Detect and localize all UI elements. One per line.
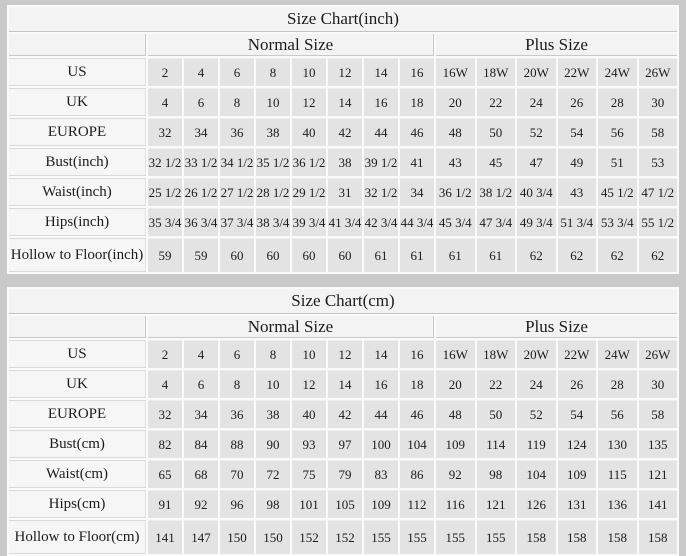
size-value-cell: 12 bbox=[292, 370, 326, 398]
table-title-row bbox=[9, 7, 677, 32]
size-value-cell: 12 bbox=[328, 340, 362, 368]
row-label: Waist(cm) bbox=[9, 460, 146, 488]
size-value-cell: 36 bbox=[220, 400, 254, 428]
size-value-cell: 44 bbox=[364, 400, 398, 428]
size-value-cell: 114 bbox=[477, 430, 516, 458]
size-value-cell: 16 bbox=[400, 340, 434, 368]
table-row bbox=[9, 58, 677, 86]
size-value-cell: 20 bbox=[436, 370, 475, 398]
size-value-cell: 59 bbox=[148, 238, 182, 272]
size-value-cell: 6 bbox=[184, 370, 218, 398]
size-value-cell: 158 bbox=[639, 520, 678, 554]
size-value-cell: 45 bbox=[477, 148, 516, 176]
size-value-cell: 10 bbox=[256, 370, 290, 398]
size-value-cell: 20 bbox=[436, 88, 475, 116]
size-value-cell: 41 bbox=[400, 148, 434, 176]
size-value-cell: 16W bbox=[436, 340, 475, 368]
table-row bbox=[9, 430, 677, 458]
size-value-cell: 62 bbox=[517, 238, 556, 272]
table-row bbox=[9, 340, 677, 368]
size-value-cell: 8 bbox=[220, 370, 254, 398]
size-value-cell: 10 bbox=[292, 340, 326, 368]
size-value-cell: 47 1/2 bbox=[639, 178, 678, 206]
size-value-cell: 35 3/4 bbox=[148, 208, 182, 236]
size-value-cell: 61 bbox=[364, 238, 398, 272]
size-value-cell: 60 bbox=[328, 238, 362, 272]
size-value-cell: 32 1/2 bbox=[364, 178, 398, 206]
size-value-cell: 100 bbox=[364, 430, 398, 458]
size-value-cell: 62 bbox=[639, 238, 678, 272]
size-value-cell: 22 bbox=[477, 370, 516, 398]
size-value-cell: 70 bbox=[220, 460, 254, 488]
size-value-cell: 18W bbox=[477, 58, 516, 86]
size-value-cell: 42 bbox=[328, 118, 362, 146]
size-value-cell: 4 bbox=[148, 88, 182, 116]
row-label: US bbox=[9, 340, 146, 368]
size-value-cell: 92 bbox=[436, 460, 475, 488]
size-value-cell: 24W bbox=[598, 340, 637, 368]
size-value-cell: 26 bbox=[558, 88, 597, 116]
size-chart-inch-table bbox=[7, 5, 679, 274]
size-value-cell: 109 bbox=[364, 490, 398, 518]
size-value-cell: 97 bbox=[328, 430, 362, 458]
row-label: US bbox=[9, 58, 146, 86]
size-value-cell: 119 bbox=[517, 430, 556, 458]
size-value-cell: 30 bbox=[639, 88, 678, 116]
size-value-cell: 34 1/2 bbox=[220, 148, 254, 176]
size-chart-cm-table bbox=[7, 287, 679, 556]
size-value-cell: 12 bbox=[292, 88, 326, 116]
table-title: Size Chart(cm) bbox=[9, 289, 677, 314]
size-value-cell: 22 bbox=[477, 88, 516, 116]
size-value-cell: 50 bbox=[477, 400, 516, 428]
size-value-cell: 40 bbox=[292, 400, 326, 428]
size-value-cell: 136 bbox=[598, 490, 637, 518]
table-row bbox=[9, 490, 677, 518]
size-value-cell: 4 bbox=[184, 58, 218, 86]
size-value-cell: 42 3/4 bbox=[364, 208, 398, 236]
size-value-cell: 141 bbox=[148, 520, 182, 554]
row-label: Bust(cm) bbox=[9, 430, 146, 458]
size-value-cell: 20W bbox=[517, 340, 556, 368]
size-value-cell: 150 bbox=[256, 520, 290, 554]
row-label: EUROPE bbox=[9, 400, 146, 428]
size-value-cell: 58 bbox=[639, 400, 678, 428]
size-value-cell: 35 1/2 bbox=[256, 148, 290, 176]
row-label: EUROPE bbox=[9, 118, 146, 146]
size-value-cell: 26W bbox=[639, 58, 678, 86]
row-label: Hips(cm) bbox=[9, 490, 146, 518]
size-value-cell: 34 bbox=[400, 178, 434, 206]
size-value-cell: 36 bbox=[220, 118, 254, 146]
row-label: UK bbox=[9, 88, 146, 116]
group-header-row bbox=[9, 34, 677, 56]
size-value-cell: 43 bbox=[558, 178, 597, 206]
size-value-cell: 51 3/4 bbox=[558, 208, 597, 236]
size-value-cell: 98 bbox=[256, 490, 290, 518]
size-value-cell: 8 bbox=[256, 58, 290, 86]
size-value-cell: 2 bbox=[148, 340, 182, 368]
size-value-cell: 121 bbox=[477, 490, 516, 518]
size-value-cell: 86 bbox=[400, 460, 434, 488]
size-value-cell: 44 3/4 bbox=[400, 208, 434, 236]
size-value-cell: 141 bbox=[639, 490, 678, 518]
size-value-cell: 147 bbox=[184, 520, 218, 554]
size-value-cell: 38 bbox=[256, 118, 290, 146]
size-value-cell: 39 3/4 bbox=[292, 208, 326, 236]
size-value-cell: 72 bbox=[256, 460, 290, 488]
plus-size-header: Plus Size bbox=[436, 316, 677, 338]
table-row bbox=[9, 460, 677, 488]
table-row bbox=[9, 208, 677, 236]
size-value-cell: 20W bbox=[517, 58, 556, 86]
size-value-cell: 112 bbox=[400, 490, 434, 518]
size-value-cell: 6 bbox=[220, 58, 254, 86]
size-value-cell: 26 1/2 bbox=[184, 178, 218, 206]
size-value-cell: 60 bbox=[292, 238, 326, 272]
size-value-cell: 36 1/2 bbox=[292, 148, 326, 176]
size-value-cell: 82 bbox=[148, 430, 182, 458]
size-value-cell: 105 bbox=[328, 490, 362, 518]
size-value-cell: 24 bbox=[517, 370, 556, 398]
size-value-cell: 18 bbox=[400, 370, 434, 398]
size-value-cell: 68 bbox=[184, 460, 218, 488]
size-value-cell: 41 3/4 bbox=[328, 208, 362, 236]
size-value-cell: 54 bbox=[558, 118, 597, 146]
size-value-cell: 158 bbox=[558, 520, 597, 554]
size-value-cell: 34 bbox=[184, 118, 218, 146]
size-value-cell: 56 bbox=[598, 400, 637, 428]
size-value-cell: 25 1/2 bbox=[148, 178, 182, 206]
size-value-cell: 49 bbox=[558, 148, 597, 176]
size-value-cell: 36 3/4 bbox=[184, 208, 218, 236]
size-value-cell: 155 bbox=[477, 520, 516, 554]
row-label: Hips(inch) bbox=[9, 208, 146, 236]
size-value-cell: 65 bbox=[148, 460, 182, 488]
size-value-cell: 40 bbox=[292, 118, 326, 146]
corner-cell bbox=[9, 316, 146, 338]
size-value-cell: 124 bbox=[558, 430, 597, 458]
size-value-cell: 88 bbox=[220, 430, 254, 458]
size-value-cell: 34 bbox=[184, 400, 218, 428]
size-value-cell: 158 bbox=[598, 520, 637, 554]
size-value-cell: 45 3/4 bbox=[436, 208, 475, 236]
size-value-cell: 91 bbox=[148, 490, 182, 518]
size-value-cell: 155 bbox=[364, 520, 398, 554]
size-value-cell: 4 bbox=[148, 370, 182, 398]
size-value-cell: 14 bbox=[364, 340, 398, 368]
size-value-cell: 98 bbox=[477, 460, 516, 488]
size-value-cell: 8 bbox=[256, 340, 290, 368]
size-value-cell: 40 3/4 bbox=[517, 178, 556, 206]
size-value-cell: 32 1/2 bbox=[148, 148, 182, 176]
size-value-cell: 60 bbox=[256, 238, 290, 272]
table-row bbox=[9, 88, 677, 116]
size-value-cell: 104 bbox=[517, 460, 556, 488]
size-value-cell: 22W bbox=[558, 340, 597, 368]
size-value-cell: 16W bbox=[436, 58, 475, 86]
size-value-cell: 16 bbox=[364, 88, 398, 116]
size-value-cell: 62 bbox=[558, 238, 597, 272]
size-value-cell: 14 bbox=[328, 88, 362, 116]
size-value-cell: 92 bbox=[184, 490, 218, 518]
size-value-cell: 53 bbox=[639, 148, 678, 176]
size-value-cell: 55 1/2 bbox=[639, 208, 678, 236]
size-value-cell: 150 bbox=[220, 520, 254, 554]
table-row bbox=[9, 370, 677, 398]
size-value-cell: 61 bbox=[477, 238, 516, 272]
size-value-cell: 14 bbox=[364, 58, 398, 86]
size-value-cell: 14 bbox=[328, 370, 362, 398]
table-row bbox=[9, 520, 677, 554]
size-value-cell: 109 bbox=[558, 460, 597, 488]
table-title: Size Chart(inch) bbox=[9, 7, 677, 32]
group-header-row bbox=[9, 316, 677, 338]
size-value-cell: 18 bbox=[400, 88, 434, 116]
size-value-cell: 30 bbox=[639, 370, 678, 398]
size-value-cell: 47 bbox=[517, 148, 556, 176]
corner-cell bbox=[9, 34, 146, 56]
size-value-cell: 32 bbox=[148, 118, 182, 146]
size-value-cell: 75 bbox=[292, 460, 326, 488]
size-value-cell: 121 bbox=[639, 460, 678, 488]
table-row bbox=[9, 178, 677, 206]
plus-size-header: Plus Size bbox=[436, 34, 677, 56]
size-value-cell: 58 bbox=[639, 118, 678, 146]
size-value-cell: 51 bbox=[598, 148, 637, 176]
size-value-cell: 22W bbox=[558, 58, 597, 86]
table-title-row bbox=[9, 289, 677, 314]
size-value-cell: 42 bbox=[328, 400, 362, 428]
size-value-cell: 53 3/4 bbox=[598, 208, 637, 236]
size-value-cell: 46 bbox=[400, 118, 434, 146]
size-value-cell: 26 bbox=[558, 370, 597, 398]
row-label: Waist(inch) bbox=[9, 178, 146, 206]
size-value-cell: 84 bbox=[184, 430, 218, 458]
size-value-cell: 39 1/2 bbox=[364, 148, 398, 176]
size-value-cell: 18W bbox=[477, 340, 516, 368]
row-label: UK bbox=[9, 370, 146, 398]
size-value-cell: 26W bbox=[639, 340, 678, 368]
size-value-cell: 52 bbox=[517, 118, 556, 146]
size-value-cell: 43 bbox=[436, 148, 475, 176]
size-value-cell: 29 1/2 bbox=[292, 178, 326, 206]
size-value-cell: 56 bbox=[598, 118, 637, 146]
size-value-cell: 24 bbox=[517, 88, 556, 116]
size-value-cell: 59 bbox=[184, 238, 218, 272]
size-value-cell: 135 bbox=[639, 430, 678, 458]
size-value-cell: 47 3/4 bbox=[477, 208, 516, 236]
table-row bbox=[9, 118, 677, 146]
size-value-cell: 16 bbox=[364, 370, 398, 398]
size-value-cell: 52 bbox=[517, 400, 556, 428]
size-value-cell: 45 1/2 bbox=[598, 178, 637, 206]
size-value-cell: 28 bbox=[598, 88, 637, 116]
size-value-cell: 36 1/2 bbox=[436, 178, 475, 206]
size-value-cell: 48 bbox=[436, 118, 475, 146]
size-value-cell: 16 bbox=[400, 58, 434, 86]
size-value-cell: 33 1/2 bbox=[184, 148, 218, 176]
size-value-cell: 10 bbox=[292, 58, 326, 86]
size-value-cell: 38 1/2 bbox=[477, 178, 516, 206]
normal-size-header: Normal Size bbox=[148, 316, 434, 338]
size-value-cell: 50 bbox=[477, 118, 516, 146]
size-value-cell: 116 bbox=[436, 490, 475, 518]
size-value-cell: 24W bbox=[598, 58, 637, 86]
size-value-cell: 101 bbox=[292, 490, 326, 518]
size-value-cell: 38 3/4 bbox=[256, 208, 290, 236]
size-value-cell: 2 bbox=[148, 58, 182, 86]
size-value-cell: 158 bbox=[517, 520, 556, 554]
size-value-cell: 61 bbox=[400, 238, 434, 272]
size-value-cell: 79 bbox=[328, 460, 362, 488]
size-value-cell: 6 bbox=[184, 88, 218, 116]
size-value-cell: 12 bbox=[328, 58, 362, 86]
size-value-cell: 49 3/4 bbox=[517, 208, 556, 236]
size-value-cell: 152 bbox=[292, 520, 326, 554]
size-value-cell: 83 bbox=[364, 460, 398, 488]
size-value-cell: 126 bbox=[517, 490, 556, 518]
size-value-cell: 60 bbox=[220, 238, 254, 272]
size-value-cell: 44 bbox=[364, 118, 398, 146]
table-row bbox=[9, 148, 677, 176]
size-value-cell: 37 3/4 bbox=[220, 208, 254, 236]
table-row bbox=[9, 400, 677, 428]
size-value-cell: 104 bbox=[400, 430, 434, 458]
size-value-cell: 8 bbox=[220, 88, 254, 116]
row-label: Bust(inch) bbox=[9, 148, 146, 176]
size-value-cell: 115 bbox=[598, 460, 637, 488]
size-value-cell: 90 bbox=[256, 430, 290, 458]
size-value-cell: 130 bbox=[598, 430, 637, 458]
row-label: Hollow to Floor(cm) bbox=[9, 520, 146, 554]
size-value-cell: 31 bbox=[328, 178, 362, 206]
size-value-cell: 62 bbox=[598, 238, 637, 272]
size-value-cell: 10 bbox=[256, 88, 290, 116]
size-value-cell: 28 bbox=[598, 370, 637, 398]
size-value-cell: 61 bbox=[436, 238, 475, 272]
size-value-cell: 109 bbox=[436, 430, 475, 458]
size-value-cell: 93 bbox=[292, 430, 326, 458]
size-value-cell: 46 bbox=[400, 400, 434, 428]
size-value-cell: 155 bbox=[436, 520, 475, 554]
size-value-cell: 32 bbox=[148, 400, 182, 428]
table-row bbox=[9, 238, 677, 272]
size-value-cell: 4 bbox=[184, 340, 218, 368]
normal-size-header: Normal Size bbox=[148, 34, 434, 56]
size-value-cell: 38 bbox=[256, 400, 290, 428]
size-value-cell: 152 bbox=[328, 520, 362, 554]
size-value-cell: 155 bbox=[400, 520, 434, 554]
size-value-cell: 27 1/2 bbox=[220, 178, 254, 206]
row-label: Hollow to Floor(inch) bbox=[9, 238, 146, 272]
size-value-cell: 54 bbox=[558, 400, 597, 428]
size-value-cell: 96 bbox=[220, 490, 254, 518]
size-value-cell: 48 bbox=[436, 400, 475, 428]
size-value-cell: 131 bbox=[558, 490, 597, 518]
size-value-cell: 6 bbox=[220, 340, 254, 368]
size-value-cell: 38 bbox=[328, 148, 362, 176]
size-value-cell: 28 1/2 bbox=[256, 178, 290, 206]
